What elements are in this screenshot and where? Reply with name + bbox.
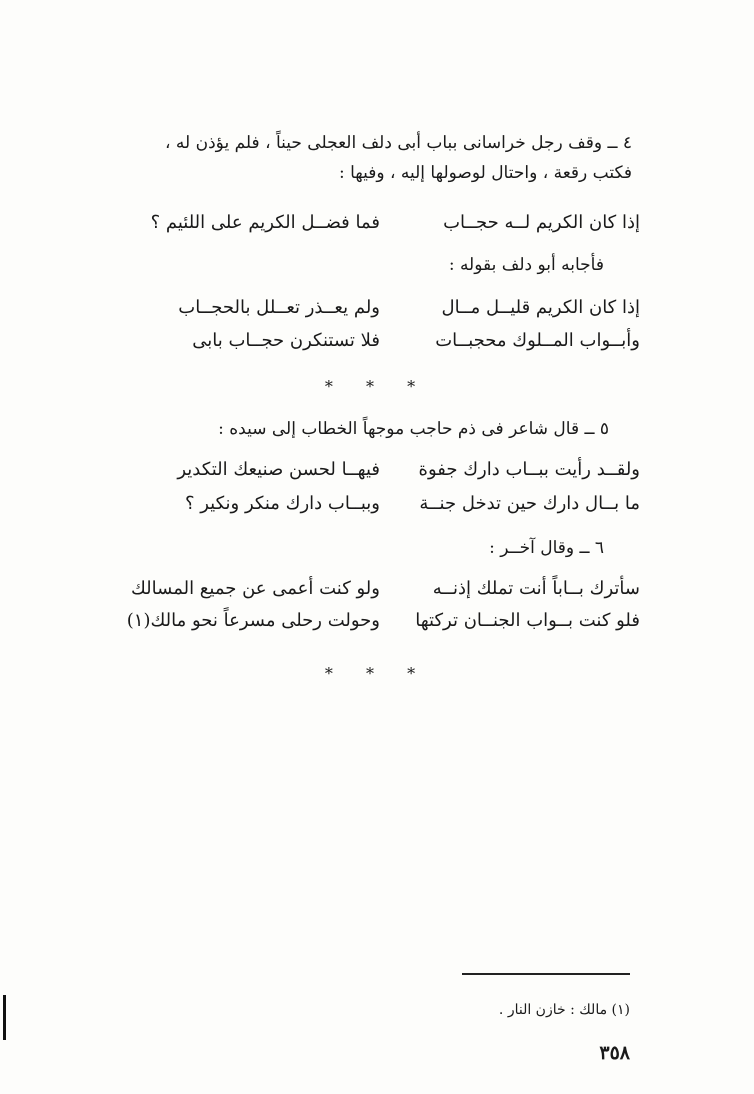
verse-4 (115, 455, 640, 485)
reply-intro: فأجابه أبو دلف بقوله : (448, 255, 604, 275)
story-5-line-1: ٥ ــ قال شاعر فى ذم حاجب موجهاً الخطاب إلى سيده : (218, 419, 609, 439)
footnote: (١) مالك : خازن النار . (498, 1002, 630, 1018)
section-separator-2: * * * (324, 664, 430, 683)
verse-4-second-hemistich: فيهــا لحسن صنيعك التكدير (177, 459, 380, 480)
verse-7 (115, 606, 640, 636)
verse-2-second-hemistich: ولم يعــذر تعــلل بالحجــاب (178, 297, 380, 318)
verse-5 (115, 489, 640, 519)
verse-6 (115, 574, 640, 604)
verse-3-first-hemistich: وأبــواب المــلوك محجبــات (435, 330, 640, 351)
verse-5-first-hemistich: ما بــال دارك حين تدخل جنــة (419, 493, 640, 514)
verse-4-first-hemistich: ولقــد رأيت ببــاب دارك جفوة (418, 459, 640, 480)
scan-margin-mark (3, 995, 6, 1040)
page-number: ٣٥٨ (599, 1042, 630, 1064)
story-4-line-1: ٤ ــ وقف رجل خراسانى بباب أبى دلف العجلى حيناً ، فلم يؤذن له ، (165, 133, 632, 153)
verse-3-second-hemistich: فلا تستنكرن حجــاب بابى (192, 330, 380, 351)
footnote-rule (462, 973, 630, 975)
verse-6-first-hemistich: سأترك بــاباً أنت تملك إذنــه (432, 578, 640, 599)
verse-1-first-hemistich: إذا كان الكريم لــه حجــاب (443, 212, 640, 233)
story-6-line-1: ٦ ــ وقال آخــر : (489, 538, 604, 558)
verse-2 (115, 293, 640, 323)
verse-2-first-hemistich: إذا كان الكريم قليــل مــال (441, 297, 640, 318)
story-4-line-2: فكتب رقعة ، واحتال لوصولها إليه ، وفيها : (338, 163, 632, 183)
verse-1-second-hemistich: فما فضــل الكريم على اللئيم ؟ (150, 212, 380, 233)
verse-6-second-hemistich: ولو كنت أعمى عن جميع المسالك (131, 578, 380, 599)
verse-1 (115, 208, 640, 238)
verse-5-second-hemistich: وببــاب دارك منكر ونكير ؟ (184, 493, 380, 514)
verse-7-second-hemistich: وحولت رحلى مسرعاً نحو مالك(١) (126, 610, 380, 631)
verse-7-first-hemistich: فلو كنت بــواب الجنــان تركتها (415, 610, 640, 631)
verse-3 (115, 326, 640, 356)
section-separator-1: * * * (324, 377, 430, 396)
